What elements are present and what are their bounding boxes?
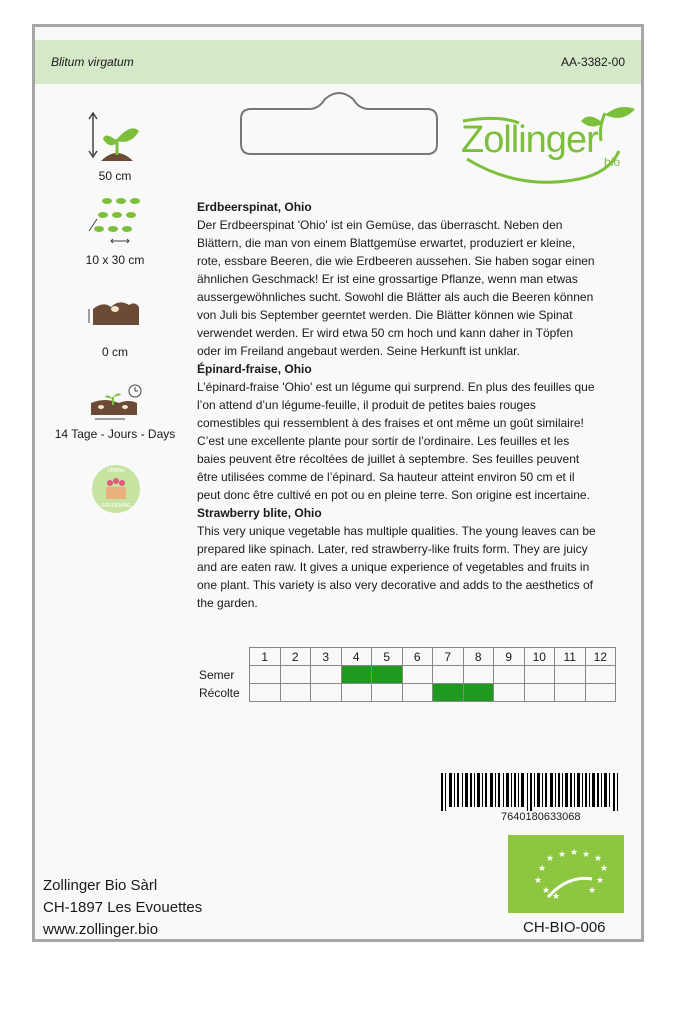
section-body-en: This very unique vegetable has multiple qualities. The young leaves can be prepared like spinach. Later, red strawberry-like fruits form. They are juicy and are eaten raw. It gives a unique experience of vegetables and fruits in one plant. This variety is also very decorative and adds to the aesthetics of the garden. <box>197 524 596 610</box>
article-code: AA-3382-00 <box>560 55 625 69</box>
species-name: Blitum virgatum <box>51 55 134 69</box>
description <box>197 198 597 612</box>
brand-name: Zollinger <box>461 119 598 161</box>
calendar-cell <box>494 666 525 684</box>
section-body-fr: L’épinard-fraise 'Ohio' est un légume qui surprend. En plus des feuilles que l’on attend d’un légume-feuille, il produit de petites baies rouges comestibles qui ressemblent à des fraises et ont même un goût similaire! C’est une excellente plante pour sortir de l’ordinaire. Les feuilles et les baies peuvent être récoltées de juillet à septembre. Ses feuilles peuvent être utilisées comme de l’épinard. Sa hauteur atteint environ 50 cm et il peut donc être cultivé en pot ou en pleine terre. Son origine est incertaine. <box>197 380 595 502</box>
badge-top-text: URBAN <box>107 468 125 474</box>
month-cell: 11 <box>555 648 586 666</box>
svg-text:★: ★ <box>558 850 567 860</box>
section-title-en: Strawberry blite, Ohio <box>197 506 322 520</box>
svg-text:★: ★ <box>552 892 561 902</box>
germination-info <box>35 381 195 441</box>
bio-certification-code: CH-BIO-006 <box>523 919 606 936</box>
svg-text:★: ★ <box>546 854 555 864</box>
calendar-cell <box>280 684 311 702</box>
calendar-cell <box>555 684 586 702</box>
spacing-label: 10 x 30 cm <box>85 253 145 267</box>
eu-organic-logo <box>508 835 624 913</box>
calendar-header-row <box>197 648 616 666</box>
sowing-calendar <box>197 647 616 702</box>
depth-label: 0 cm <box>101 345 128 359</box>
month-cell: 1 <box>250 648 281 666</box>
calendar-cell <box>433 684 464 702</box>
eu-leaf-stars-icon <box>508 835 624 913</box>
calendar-cell <box>524 684 555 702</box>
month-cell: 9 <box>494 648 525 666</box>
plant-spacing-icon <box>85 195 145 249</box>
svg-text:★: ★ <box>582 850 591 860</box>
month-cell: 12 <box>585 648 616 666</box>
badge-bottom-text: GARDENING <box>100 503 132 509</box>
calendar-cell <box>372 684 403 702</box>
svg-text:★: ★ <box>596 876 605 886</box>
month-cell: 8 <box>463 648 494 666</box>
svg-text:★: ★ <box>534 876 543 886</box>
depth-info <box>35 295 195 359</box>
month-cell: 10 <box>524 648 555 666</box>
section-body-de: Der Erdbeerspinat 'Ohio' ist ein Gemüse, das überrascht. Neben den Blättern, die man von einem Blattgemüse erwartet, produziert er kleine, rote, essbare Beeren, die wie Erdbeeren aussehen. Sie haben sogar einen ähnlichen Geschmack! Er ist eine grossartige Pflanze, wenn man etwas aussergewöhnliches sucht. Sowohl die Blätter als auch die Beeren können von Juli bis September geerntet werden. Die Blätter können wie Spinat verwendet werden. Er wird etwa 50 cm hoch und kann daher in Töpfen oder im Freiland angebaut werden. Seine Herkunft ist unklar. <box>197 218 595 358</box>
svg-text:★: ★ <box>594 854 603 864</box>
header-bar <box>35 40 641 84</box>
month-cell: 7 <box>433 648 464 666</box>
svg-text:★: ★ <box>600 864 609 874</box>
seed-packet <box>32 24 644 942</box>
calendar-cell <box>585 666 616 684</box>
brand-suffix: bio <box>604 155 621 169</box>
month-cell: 5 <box>372 648 403 666</box>
company-name: Zollinger Bio Sàrl <box>43 877 158 894</box>
calendar-cell <box>494 684 525 702</box>
calendar-cell <box>463 684 494 702</box>
month-cell: 6 <box>402 648 433 666</box>
section-title-de: Erdbeerspinat, Ohio <box>197 200 312 214</box>
month-cell: 2 <box>280 648 311 666</box>
row-label: Semer <box>199 667 235 682</box>
germination-label: 14 Tage - Jours - Days <box>54 427 176 441</box>
calendar-cell <box>463 666 494 684</box>
calendar-cell <box>250 666 281 684</box>
germination-time-icon <box>85 381 145 421</box>
calendar-cell <box>280 666 311 684</box>
calendar-cell <box>402 684 433 702</box>
height-info <box>35 109 195 183</box>
calendar-row-harvest <box>197 684 616 702</box>
calendar-cell <box>585 684 616 702</box>
barcode <box>441 773 623 811</box>
urban-gardening-badge <box>92 465 140 513</box>
month-cell: 4 <box>341 648 372 666</box>
sowing-depth-icon <box>85 295 145 331</box>
svg-text:★: ★ <box>588 886 597 896</box>
svg-text:★: ★ <box>542 886 551 896</box>
company-location: CH-1897 Les Evouettes <box>43 899 203 916</box>
calendar-cell <box>311 684 342 702</box>
row-label: Récolte <box>199 685 240 700</box>
calendar-cell <box>250 684 281 702</box>
spacing-info <box>35 195 195 267</box>
zollinger-logo <box>459 101 639 201</box>
calendar-cell <box>311 666 342 684</box>
section-title-fr: Épinard-fraise, Ohio <box>197 362 312 376</box>
calendar-cell <box>341 666 372 684</box>
calendar-cell <box>524 666 555 684</box>
calendar-cell <box>555 666 586 684</box>
height-label: 50 cm <box>98 169 132 183</box>
company-website[interactable]: www.zollinger.bio <box>43 921 159 938</box>
calendar-cell <box>402 666 433 684</box>
company-address <box>43 875 202 941</box>
hanging-tab-outline <box>239 89 439 159</box>
calendar-row-sowing <box>197 666 616 684</box>
calendar-cell <box>341 684 372 702</box>
svg-text:★: ★ <box>538 864 547 874</box>
calendar-cell <box>372 666 403 684</box>
barcode-number: 7640180633068 <box>501 811 581 823</box>
plant-height-icon <box>85 109 145 165</box>
calendar-cell <box>433 666 464 684</box>
month-cell: 3 <box>311 648 342 666</box>
svg-text:★: ★ <box>570 848 579 858</box>
